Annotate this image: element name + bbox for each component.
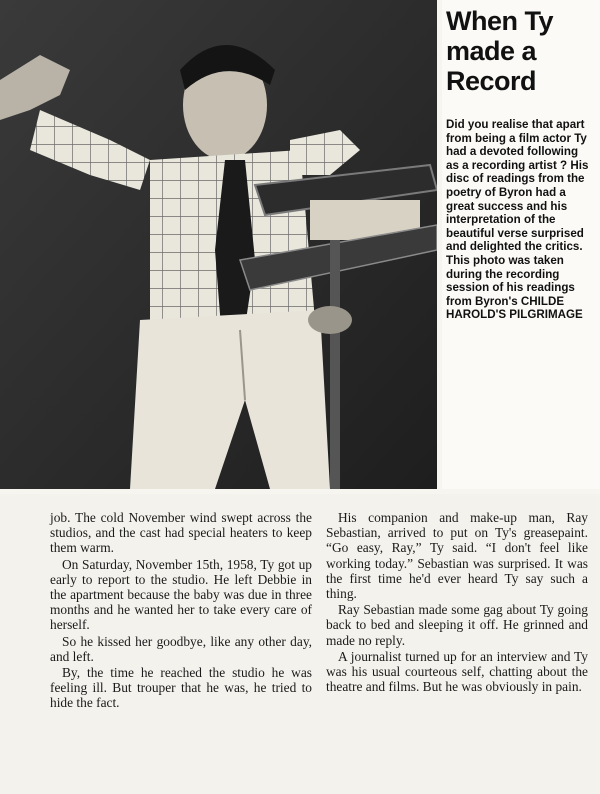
paragraph: Ray Sebastian made some gag about Ty going back to bed and sleeping it off. He grinned and made no reply. [326,602,588,648]
paragraph: His companion and make-up man, Ray Sebastian, arrived to put on Ty's greasepaint. “Go easy, Ray,” Ty said. “I don't feel like working today.” Sebastian was surprised. It was the first time he'd ever heard Ty say such a thing. [326,510,588,602]
paragraph: A journalist turned up for an interview and Ty was his usual courteous self, chatting about the theatre and films. But he was obviously in pain. [326,648,588,695]
headline: When Ty made a Record [446,6,553,96]
paragraph: On Saturday, November 15th, 1958, Ty got up early to report to the studio. He left Debbie in the apartment because the baby was due in three months and he wanted her to take every care of herself. [50,556,312,633]
photo-recording-session [0,0,437,489]
caption-sidebar [442,0,600,489]
paragraph: So he kissed her goodbye, like any other day, and left. [50,633,312,664]
article-column-1 [50,510,312,712]
article-body [0,494,600,794]
photo-caption: Did you realise that apart from being a film actor Ty had a devoted following as a recording artist ? His disc of readings from the poetry of Byron had a great success and his interpretation of the beautiful verse surprised and delighted the critics. This photo was taken during the recording session of his readings from Byron's CHILDE HAROLD'S PILGRIMAGE [446,118,589,322]
article-column-2 [326,510,588,695]
paragraph: By, the time he reached the studio he was feeling ill. But trouper that he was, he tried to hide the fact. [50,665,312,711]
paragraph: job. The cold November wind swept across the studios, and the cast had special heaters to keep them warm. [50,510,312,556]
photo-illustration [0,0,437,489]
